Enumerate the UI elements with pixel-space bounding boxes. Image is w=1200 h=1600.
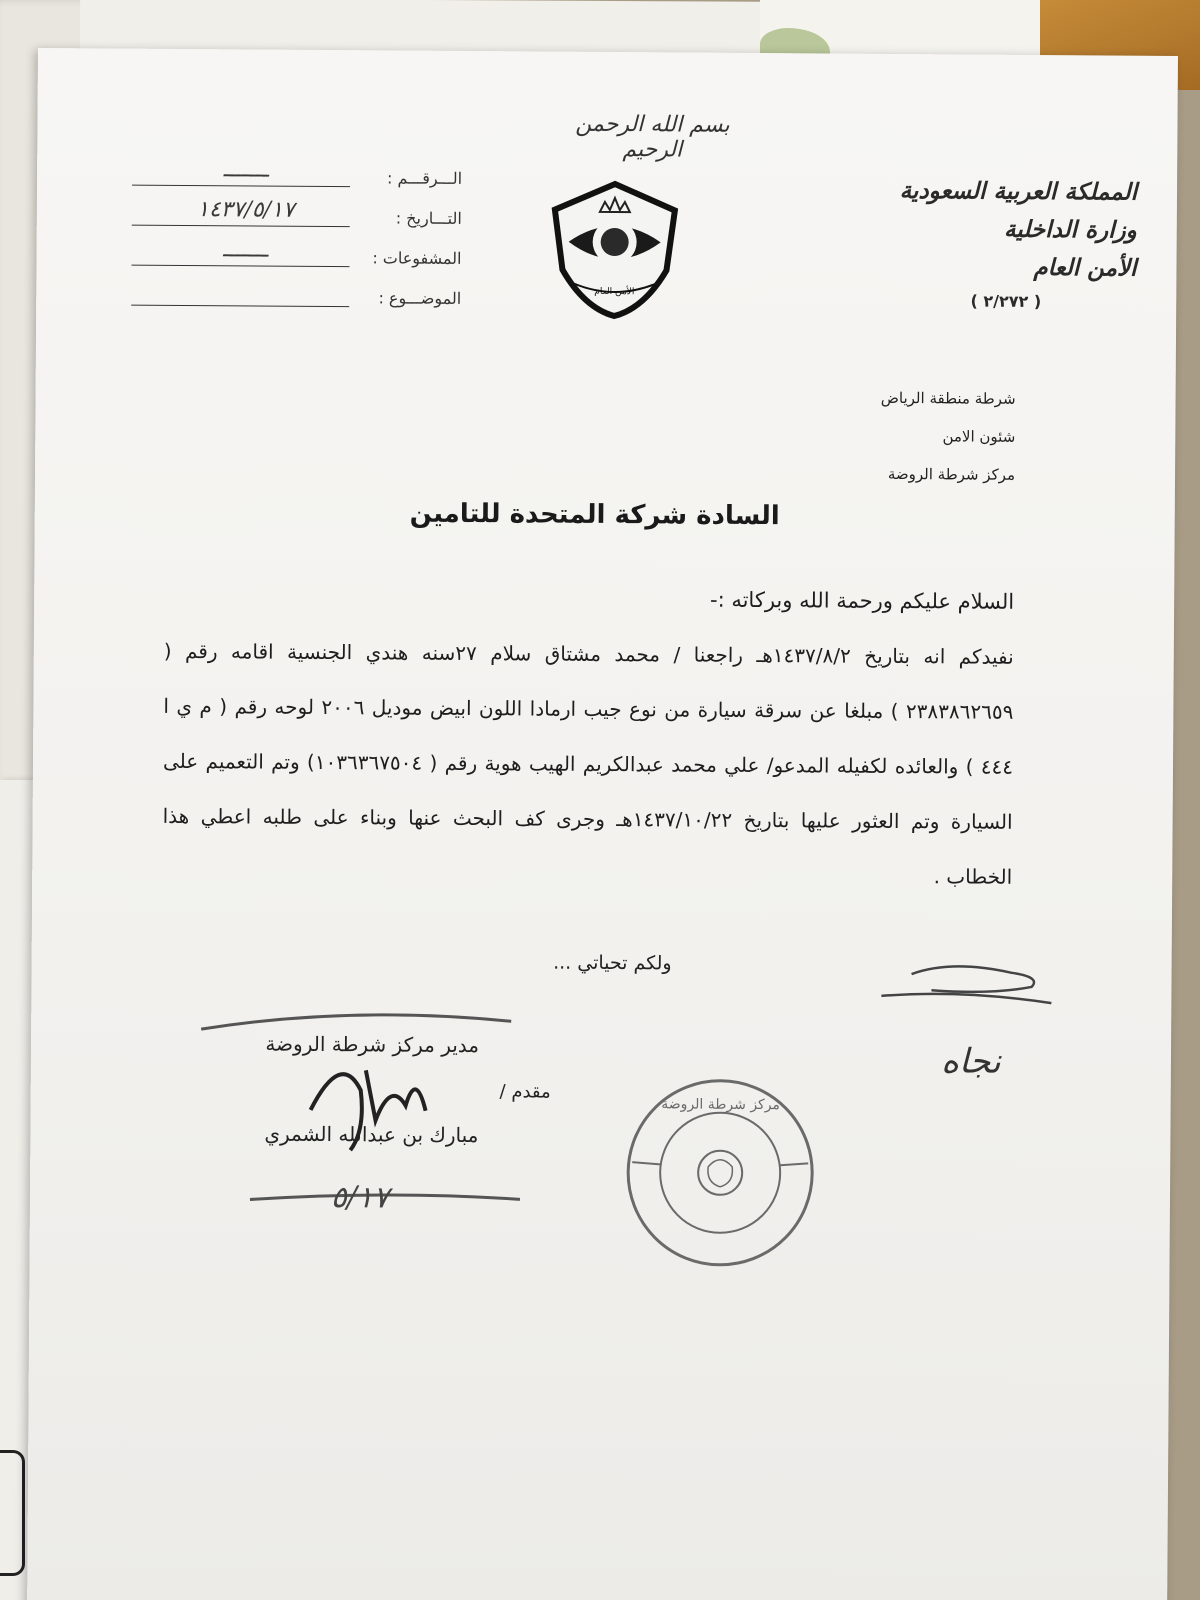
sender-block bbox=[735, 378, 1016, 494]
director-name: مبارك بن عبدالله الشمري bbox=[264, 1121, 479, 1148]
greeting: السلام عليكم ورحمة الله وبركاته :- bbox=[709, 587, 1015, 614]
public-security-emblem-icon bbox=[544, 180, 685, 321]
official-stamp bbox=[619, 1072, 820, 1273]
field-underline bbox=[132, 225, 350, 228]
handwritten-note-right bbox=[871, 954, 1072, 1105]
field-label: المشفوعات : bbox=[372, 248, 462, 268]
field-underline bbox=[132, 185, 350, 188]
director-rank: مقدم / bbox=[499, 1081, 551, 1103]
closing: ولكم تحياتي ... bbox=[553, 951, 672, 975]
reference-number: ( ٢/٢٧٢ ) bbox=[970, 291, 1042, 312]
department-name: الأمن العام bbox=[1033, 254, 1137, 282]
field-label: التـــاريخ : bbox=[395, 208, 462, 228]
letter-sheet bbox=[27, 48, 1178, 1600]
letter-fields bbox=[131, 157, 463, 323]
sender-line: مركز شرطة الروضة bbox=[887, 464, 1016, 484]
field-underline bbox=[131, 265, 349, 268]
ministry-name: وزارة الداخلية bbox=[1003, 216, 1137, 244]
sender-line: شئون الامن bbox=[942, 427, 1016, 446]
country-name: المملكة العربية السعودية bbox=[899, 178, 1138, 206]
sender-line: شرطة منطقة الرياض bbox=[880, 388, 1016, 408]
field-label: الموضـــوع : bbox=[378, 288, 462, 308]
body-paragraph: نفيدكم انه بتاريخ ١٤٣٧/٨/٢هـ راجعنا / محمد مشتاق سلام ٢٧سنه هندي الجنسية اقامه رقم ( ٢٣٨٣٨٦٢٦٥٩ ) مبلغا عن سرقة سيارة من نوع جيب ارمادا اللون ابيض موديل ٢٠٠٦ لوحه رقم ( م ي ا ٤٤٤ ) والعائده لكفيله المدعو/ علي محمد عبدالكريم الهيب هوية رقم ( ١٠٣٦٣٦٧٥٠٤) وتم التعميم على السيارة وتم العثور عليها بتاريخ ١٤٣٧/١٠/٢٢هـ وجرى كف البحث عنها وبناء على طلبه اعطي هذا الخطاب . bbox=[162, 638, 1014, 889]
handwritten-note-text: نجاه bbox=[941, 1041, 1001, 1082]
field-subject bbox=[131, 281, 461, 323]
addressee: السادة شركة المتحدة للتامين bbox=[409, 498, 780, 532]
field-value: ـــــــ bbox=[222, 237, 269, 263]
emblem-caption: الأمن العام bbox=[594, 286, 635, 298]
field-value: ـــــــ bbox=[223, 157, 269, 183]
field-label: الـــرقـــم : bbox=[386, 168, 463, 188]
stamp-text: مركز شرطة الروضة bbox=[661, 1096, 781, 1114]
field-underline bbox=[131, 305, 349, 308]
basmala: بسم الله الرحمن الرحيم bbox=[575, 111, 730, 163]
handwritten-number: ٥/١٧ bbox=[330, 1180, 390, 1216]
letter-body bbox=[162, 569, 1014, 905]
binder-clip bbox=[0, 1450, 25, 1576]
field-attachments bbox=[131, 237, 462, 283]
director-title: مدير مركز شرطة الروضة bbox=[265, 1031, 480, 1058]
letterhead-right bbox=[806, 171, 1137, 317]
field-value: ١٤٣٧/٥/١٧ bbox=[197, 197, 295, 223]
